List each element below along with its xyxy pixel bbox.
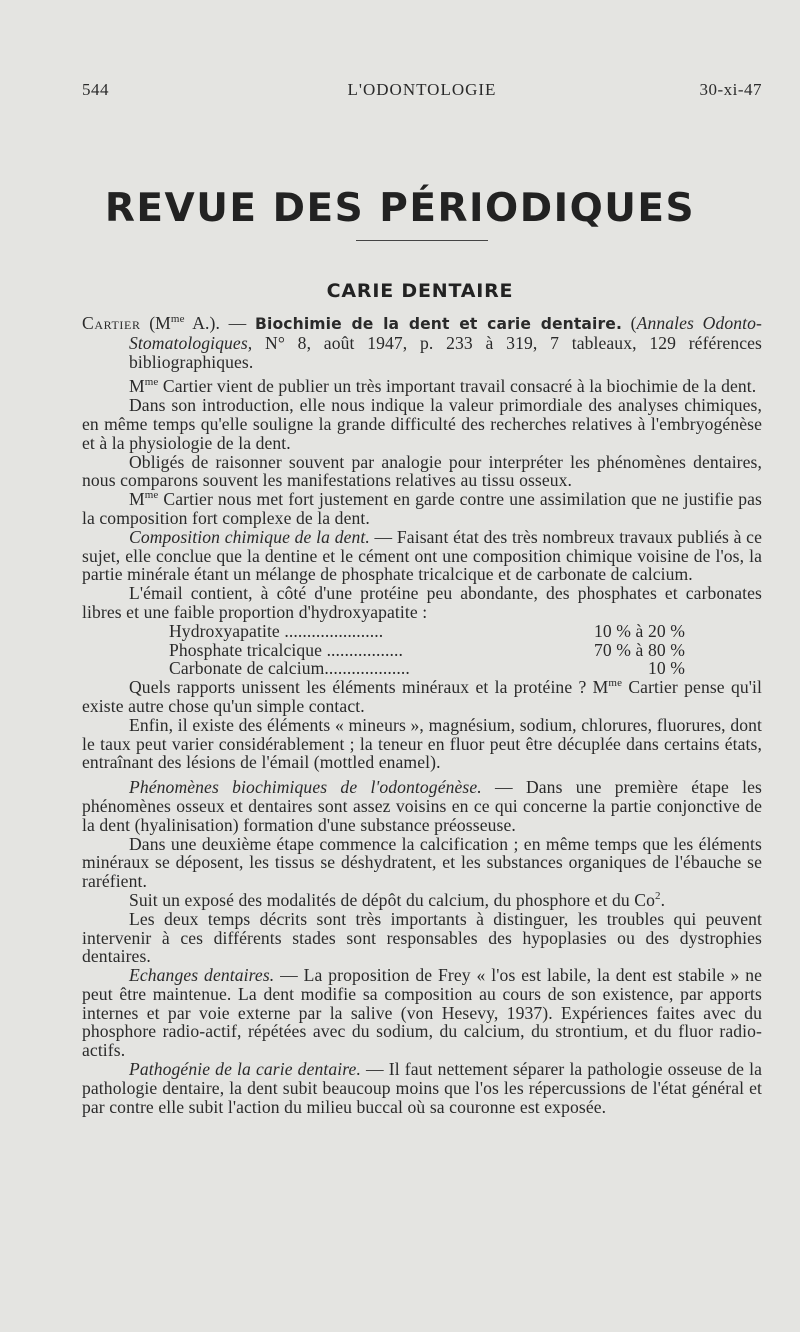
reference-details: N° 8, août 1947, p. 233 à 319, 7 tableaux, 129 références bibliographiques. [129,332,762,372]
table-value: 10 % [647,658,685,679]
paragraph: Suit un exposé des modalités de dépôt du calcium, du phosphore et du Co$^2$. [129,889,666,910]
paragraph: Composition chimique de la dent. — Faisant état des très nombreux travaux publiés à ce sujet, elle conclue que la dentine et le cément ont une composition chimique voisine de l'os, la partie minérale étant un mélange de phosphate tricalcique et de carbonate de calcium. [82,526,762,585]
section-heading: CARIE DENTAIRE [326,280,514,302]
composition-table [169,622,689,678]
table-row [169,659,689,678]
paragraph: Phénomènes biochimiques de l'odontogénèse. — Dans une première étape les phénomènes osseux et dentaires sont assez voisins en ce qui concerne la partie conjonctive de la dent (hyalinisation) formation d'une substance préosseuse. [82,777,762,835]
subsection-heading: Echanges dentaires. [129,965,275,986]
page-number: 544 [82,80,109,99]
paragraph: $M^{me}$ Cartier vient de publier un très important travail consacré à la biochimie de la dent. [129,376,757,397]
table-label: Phosphate tricalcique ................. [169,639,404,660]
paragraph: Obligés de raisonner souvent par analogie pour interpréter les phénomènes dentaires, nous comparons souvent les manifestations relatives au tissu osseux. [82,451,762,491]
issue-date: 30-xi-47 [699,80,762,99]
paragraph: Quels rapports unissent les éléments minéraux et la protéine ? $M^{me}$ Cartier pense qu'il existe autre chose qu'un simple contact. [82,677,762,716]
running-header [82,80,762,104]
bibliographic-reference: Cartier ($M^{me}$ A.). — Biochimie de la dent et carie dentaire. (Annales Odonto-Stomatologiques, N° 8, août 1947, p. 233 à 319, 7 tableaux, 129 références bibliographiques. [82,313,762,372]
paragraph: Enfin, il existe des éléments « mineurs », magnésium, sodium, chlorures, fluorures, dont le taux peut varier considérablement ; la teneur en fluor peut être décuplée dans certains états, entraînant des lésions de l'émail (mottled enamel). [82,714,762,773]
table-label: Hydroxyapatite ...................... [169,620,384,641]
reference-journal: Annales Odonto-Stomatologiques, [129,313,762,353]
subsection-heading: Composition chimique de la dent. [129,526,370,547]
subsection-heading: Phénomènes biochimiques de l'odontogénèse. [129,777,482,798]
title-divider [356,240,488,241]
paragraph: Dans une deuxième étape commence la calcification ; en même temps que les éléments minéraux se déposent, les tissus se déshydratent, et les substances organiques de l'ébauche se raréfient. [82,833,762,892]
table-row [169,622,689,641]
reference-author: Cartier [82,313,141,333]
paragraph: Les deux temps décrits sont très importants à distinguer, les troubles qui peuvent intervenir à ces différents stades sont responsables des hypoplasies ou des dystrophies dentaires. [82,908,762,967]
journal-name: L'ODONTOLOGIE [347,80,497,99]
table-row [169,641,689,660]
table-value: 70 % à 80 % [593,639,685,660]
paragraph: Dans son introduction, elle nous indique la valeur primordiale des analyses chimiques, en même temps qu'elle souligne la grande difficulté des recherches relatives à l'embryogénèse et à la physiologie de la dent. [82,395,762,453]
paragraph: $M^{me}$ Cartier nous met fort justement en garde contre une assimilation que ne justifie pas la composition fort complexe de la dent. [82,489,762,528]
paragraph: Pathogénie de la carie dentaire. — Il faut nettement séparer la pathologie osseuse de la pathologie dentaire, la dent subit beaucoup moins que l'os les répercussions de l'état général et par contre elle subit l'action du milieu buccal où sa couronne est exposée. [82,1059,762,1117]
article-body [82,314,762,1116]
subsection-heading: Pathogénie de la carie dentaire. [129,1059,361,1080]
table-value: 10 % à 20 % [593,620,685,641]
reference-article-title: Biochimie de la dent et carie dentaire. [255,315,622,333]
page-title: REVUE DES PÉRIODIQUES [104,186,696,231]
table-label: Carbonate de calcium................... [169,658,410,679]
paragraph: L'émail contient, à côté d'une protéine peu abondante, des phosphates et carbonates libres et une faible proportion d'hydroxyapatite : [82,583,762,622]
paragraph: Echanges dentaires. — La proposition de Frey « l'os est labile, la dent est stabile » ne peut être maintenue. La dent modifie sa composition au cours de son existence, par apports internes et par voie externe par la salive (von Hesevy, 1937). Expériences faites avec du phosphore radio-actif, répétées avec du sodium, du calcium, du strontium, et du fluor radio-actifs. [82,965,762,1061]
